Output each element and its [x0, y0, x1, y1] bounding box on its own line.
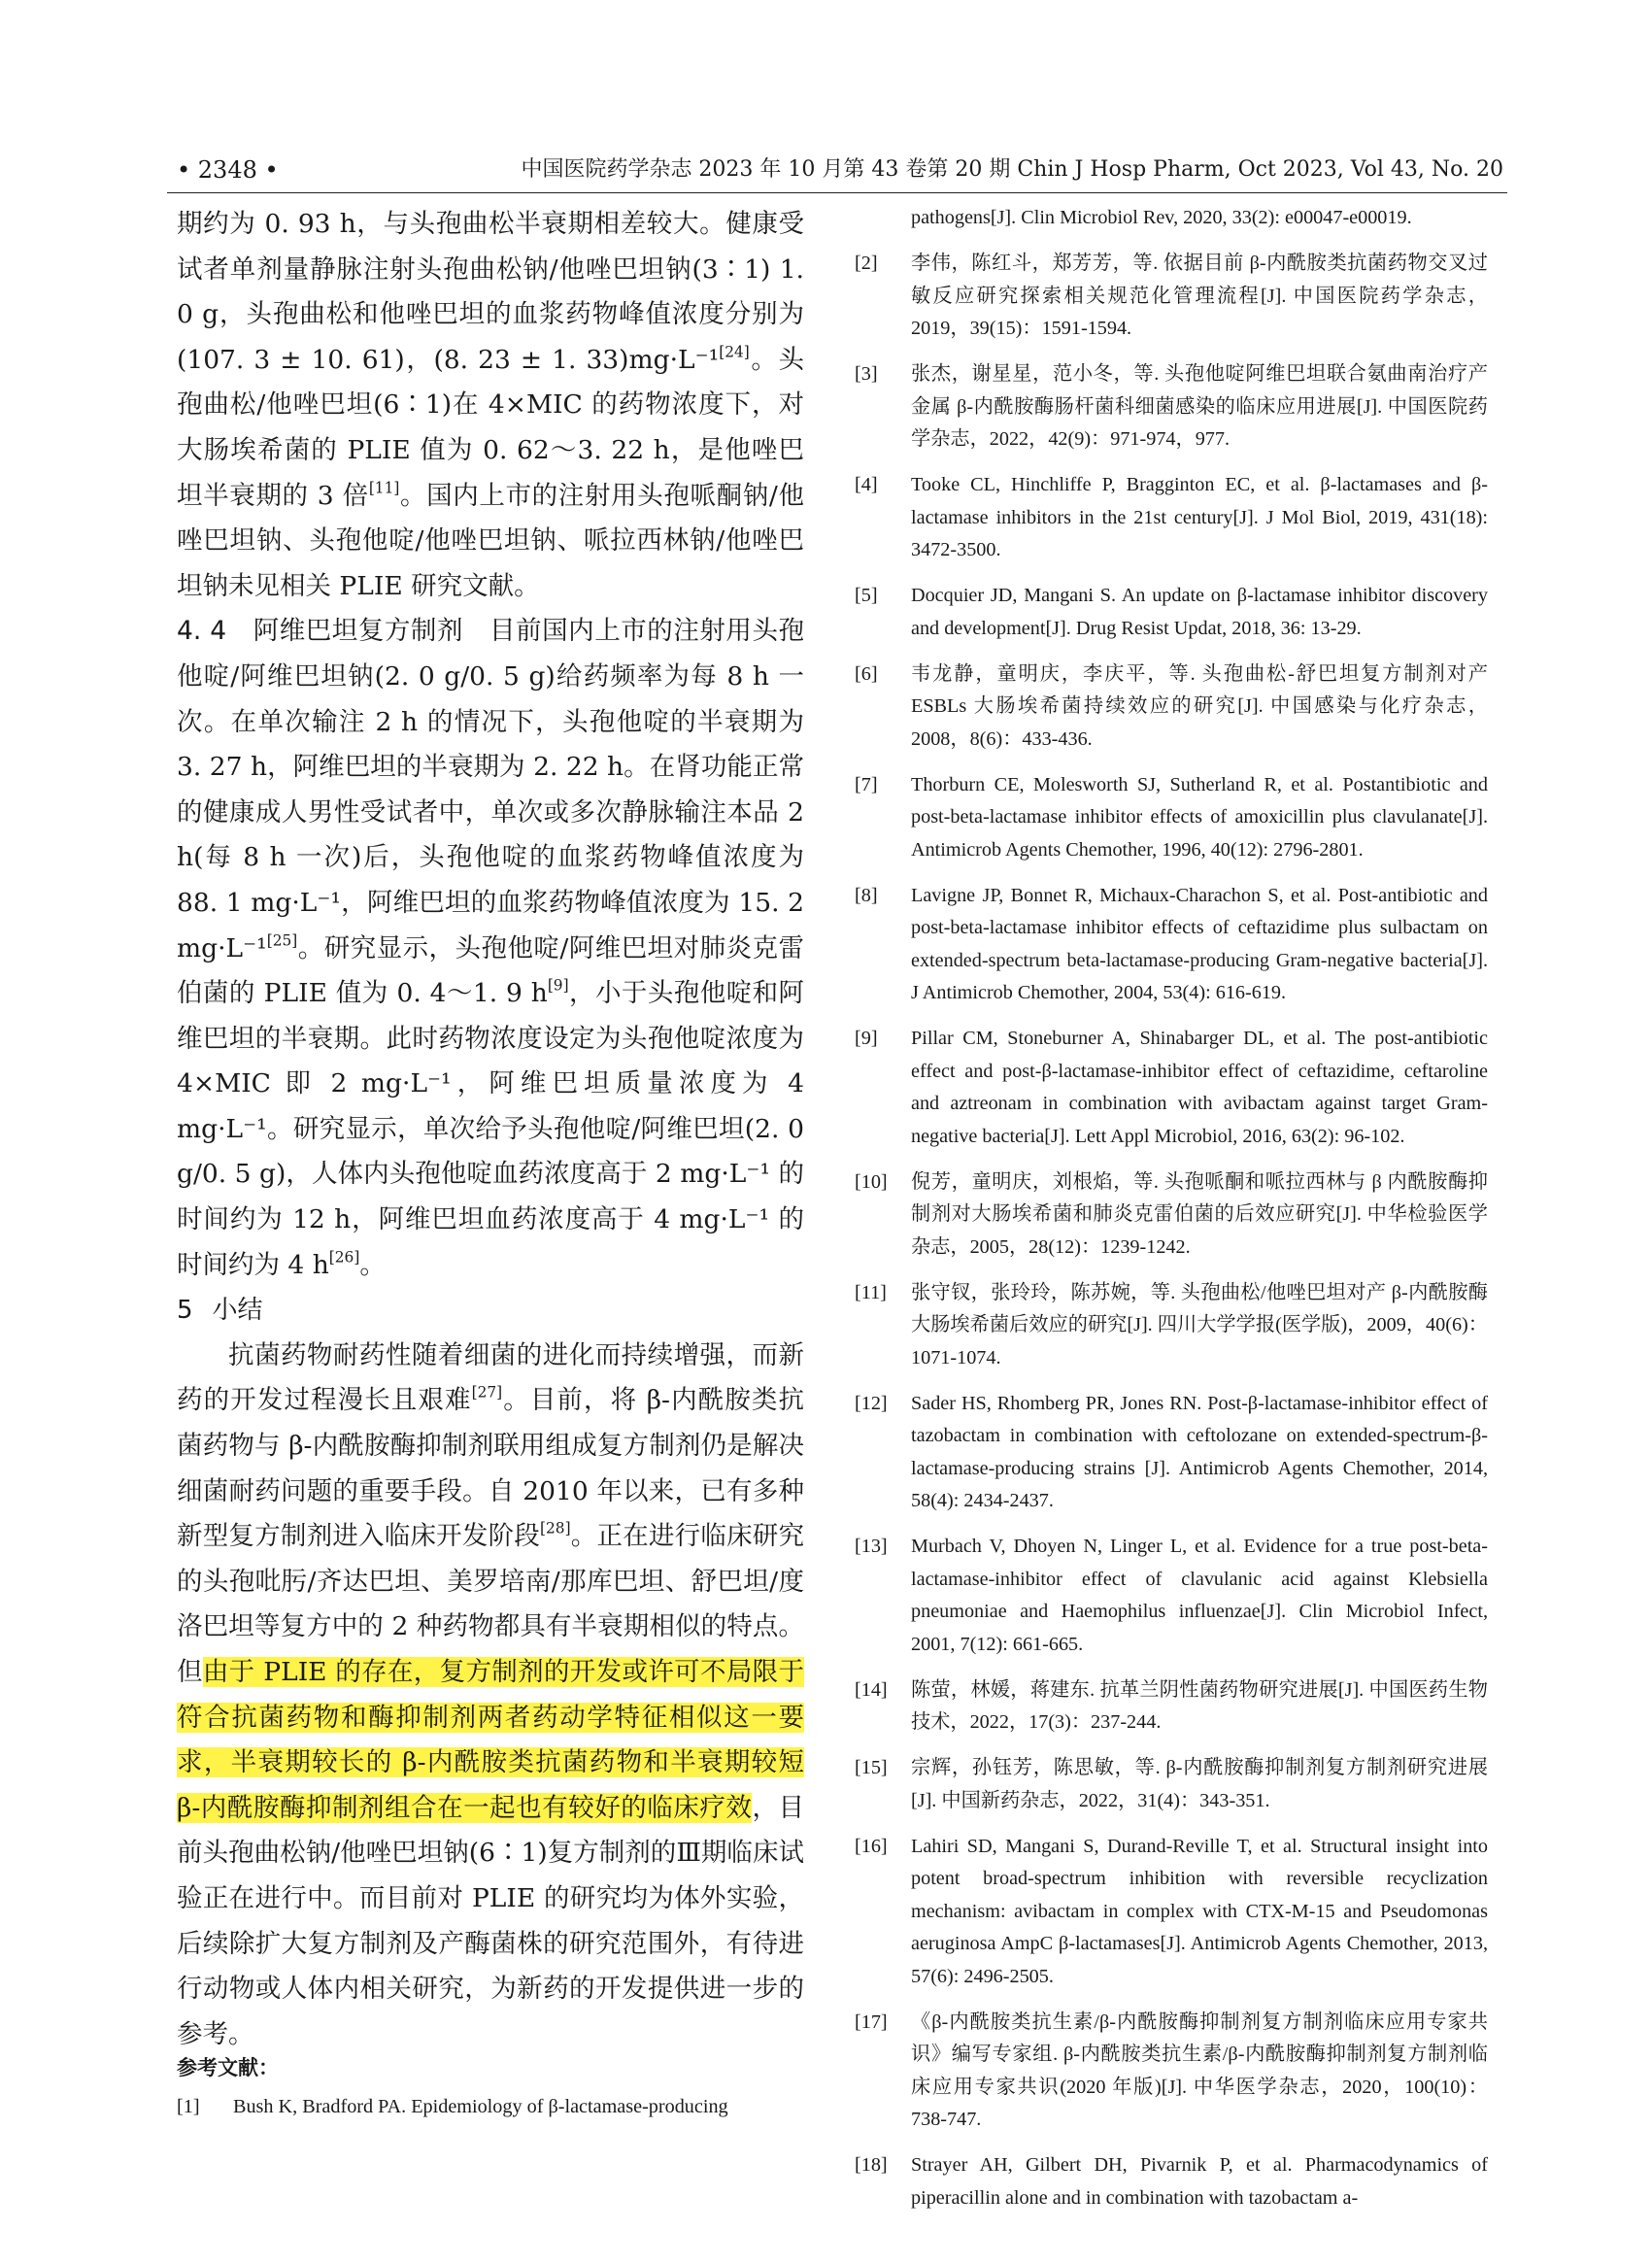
reference-number: [13] — [855, 1536, 888, 1557]
reference-number: [10] — [855, 1170, 888, 1193]
paragraph-avibactam: 4. 4 阿维巴坦复方制剂 目前国内上市的注射用头孢他啶/阿维巴坦钠(2. 0 g/0. 5 g)给药频率为每 8 h 一次。在单次输注 2 h 的情况下，头孢他啶的半衰期为 3. 27 h，阿维巴坦的半衰期为 2. 22 h。在肾功能正常的健康成人男性受试者中，单次或多次静脉输注本品 2 h(每 8 h 一次)后，头孢他啶的血浆药物峰值浓度为 88. 1 mg·L⁻¹，阿维巴坦的血浆药物峰值浓度为 15. 2 mg·L⁻¹[25]。研究显示，头孢他啶/阿维巴坦对肺炎克雷伯菌的 PLIE 值为 0. 4～1. 9 h[9]，小于头孢他啶和阿维巴坦的半衰期。此时药物浓度设定为头孢他啶浓度为 4×MIC 即 2 mg·L⁻¹，阿维巴坦质量浓度为 4 mg·L⁻¹。研究显示，单次给予头孢他啶/阿维巴坦(2. 0 g/0. 5 g)，人体内头孢他啶血药浓度高于 2 mg·L⁻¹ 的时间约为 12 h，阿维巴坦血药浓度高于 4 mg·L⁻¹ 的时间约为 4 h[26]。 — [177, 616, 805, 1280]
reference-item — [855, 1531, 1488, 1661]
citation: [9] — [547, 976, 569, 995]
reference-text: 《β-内酰胺类抗生素/β-内酰胺酶抑制剂复方制剂临床应用专家共识》编写专家组. β-内酰胺类抗生素/β-内酰胺酶抑制剂复方制剂临床应用专家共识(2020 年版)[J]. 中华医学杂志，2020，100(10)：738-747. — [911, 2011, 1488, 2130]
reference-number: [5] — [855, 585, 878, 606]
highlighted-text[interactable]: 由于 PLIE 的存在，复方制剂的开发或许可不局限于符合抗菌药物和酶抑制剂两者药动学特征相似这一要求，半衰期较长的 β-内酰胺类抗菌药物和半衰期较短 β-内酰胺酶抑制剂组合在一起也有较好的临床疗效 — [177, 1657, 805, 1823]
reference-item — [855, 769, 1488, 867]
reference-item — [855, 248, 1488, 346]
reference-item — [855, 1277, 1488, 1375]
journal-running-title: 中国医院药学杂志 2023 年 10 月第 43 卷第 20 期 Chin J Hosp Pharm, Oct 2023, Vol 43, No. 20 — [521, 157, 1503, 182]
reference-item — [855, 659, 1488, 757]
paragraph-summary: 抗菌药物耐药性随着细菌的进化而持续增强，而新药的开发过程漫长且艰难[27]。目前，将 β-内酰胺类抗菌药物与 β-内酰胺酶抑制剂联用组成复方制剂仍是解决细菌耐药问题的重要手段。自 2010 年以来，已有多种新型复方制剂进入临床开发阶段[28]。正在进行临床研究的头孢吡肟/齐达巴坦、美罗培南/那库巴坦、舒巴坦/度洛巴坦等复方中的 2 种药物都具有半衰期相似的特点。但由于 PLIE 的存在，复方制剂的开发或许可不局限于符合抗菌药物和酶抑制剂两者药动学特征相似这一要求，半衰期较长的 β-内酰胺类抗菌药物和半衰期较短 β-内酰胺酶抑制剂组合在一起也有较好的临床疗效，目前头孢曲松钠/他唑巴坦钠(6∶1)复方制剂的Ⅲ期临床试验正在进行中。而目前对 PLIE 的研究均为体外实验，后续除扩大复方制剂及产酶菌株的研究范围外，有待进行动物或人体内相关研究，为新药的开发提供进一步的参考。 — [177, 1339, 805, 2049]
reference-number: [15] — [855, 1757, 888, 1778]
reference-continuation: pathogens[J]. Clin Microbiol Rev, 2020, 33(2): e00047-e00019. — [911, 207, 1412, 228]
reference-text: Thorburn CE, Molesworth SJ, Sutherland R, et al. Postantibiotic and post-beta-lactamase inhibitor effects of amoxicillin plus clavulanate[J]. Antimicrob Agents Chemother, 1996, 40(12): 2796-2801. — [911, 773, 1488, 861]
page-header — [167, 153, 1507, 193]
reference-item — [855, 2007, 1488, 2137]
reference-text: 陈萤，林媛，蒋建东. 抗革兰阴性菌药物研究进展[J]. 中国医药生物技术，2022，17(3)：237-244. — [911, 1678, 1488, 1733]
reference-text: Docquier JD, Mangani S. An update on β-lactamase inhibitor discovery and development[J]. Drug Resist Updat, 2018, 36: 13-29. — [911, 585, 1488, 639]
reference-number: [9] — [855, 1028, 878, 1049]
reference-text: Bush K, Bradford PA. Epidemiology of β-lactamase-producing — [233, 2096, 728, 2117]
reference-item — [855, 1023, 1488, 1153]
reference-text: 李伟，陈红斗，郑芳芳，等. 依据目前 β-内酰胺类抗菌药物交叉过敏反应研究探索相关规范化管理流程[J]. 中国医院药学杂志，2019，39(15)：1591-1594. — [911, 253, 1488, 339]
page-number: • 2348 • — [177, 156, 279, 184]
left-column — [177, 202, 804, 2057]
reference-number: [16] — [855, 1835, 888, 1857]
reference-text: 宗辉，孙钰芳，陈思敏，等. β-内酰胺酶抑制剂复方制剂研究进展[J]. 中国新药杂志，2022，31(4)：343-351. — [911, 1757, 1488, 1811]
reference-item — [177, 2091, 808, 2124]
references-heading: 参考文献： — [177, 2056, 279, 2079]
reference-item — [855, 1752, 1488, 1817]
reference-text: 倪芳，童明庆，刘根焰，等. 头孢哌酮和哌拉西林与 β 内酰胺酶抑制剂对大肠埃希菌和肺炎克雷伯菌的后效应研究[J]. 中华检验医学杂志，2005，28(12)：1239-1242. — [911, 1170, 1488, 1258]
reference-number: [14] — [855, 1678, 888, 1701]
citation: [24] — [719, 343, 750, 361]
subsection-title: 4. 4 阿维巴坦复方制剂 — [177, 616, 464, 647]
reference-number: [4] — [855, 474, 878, 495]
reference-text: 张杰，谢星星，范小冬，等. 头孢他啶阿维巴坦联合氨曲南治疗产金属 β-内酰胺酶肠杆菌科细菌感染的临床应用进展[J]. 中国医院药学杂志，2022，42(9)：971-974，977. — [911, 363, 1488, 450]
reference-number: [2] — [855, 253, 878, 274]
citation: [11] — [368, 479, 400, 497]
reference-text: Lahiri SD, Mangani S, Durand-Reville T, et al. Structural insight into potent broad-spectrum inhibition with reversible recyclization mechanism: avibactam in complex with CTX-M-15 and Pseudomonas aeruginosa AmpC β-lactamases[J]. Antimicrob Agents Chemother, 2013, 57(6): 2496-2505. — [911, 1835, 1488, 1987]
reference-number: [11] — [855, 1281, 887, 1303]
paragraph-ceftriaxone-tazobactam: 期约为 0. 93 h，与头孢曲松半衰期相差较大。健康受试者单剂量静脉注射头孢曲松钠/他唑巴坦钠(3∶1) 1. 0 g，头孢曲松和他唑巴坦的血浆药物峰值浓度分别为(107. 3 ± 10. 61)，(8. 23 ± 1. 33)mg·L⁻¹[24]。头孢曲松/他唑巴坦(6∶1)在 4×MIC 的药物浓度下，对大肠埃希菌的 PLIE 值为 0. 62～3. 22 h，是他唑巴坦半衰期的 3 倍[11]。国内上市的注射用头孢哌酮钠/他唑巴坦钠、头孢他啶/他唑巴坦钠、哌拉西林钠/他唑巴坦钠未见相关 PLIE 研究文献。 — [177, 209, 804, 601]
reference-text: 韦龙静，童明庆，李庆平，等. 头孢曲松-舒巴坦复方制剂对产 ESBLs 大肠埃希菌持续效应的研究[J]. 中国感染与化疗杂志，2008，8(6)：433-436. — [911, 662, 1488, 750]
reference-number: [17] — [855, 2011, 888, 2033]
reference-text: Strayer AH, Gilbert DH, Pivarnik P, et al. Pharmacodynamics of piperacillin alone and in combination with tazobactam a- — [911, 2154, 1488, 2209]
citation: [25] — [266, 930, 298, 949]
citation: [26] — [328, 1248, 360, 1267]
reference-text: Lavigne JP, Bonnet R, Michaux-Charachon S, et al. Post-antibiotic and post-beta-lactamase inhibitor effects of ceftazidime plus sulbactam on extended-spectrum beta-lactamase-producing Gram-negative bacteria[J]. J Antimicrob Chemother, 2004, 53(4): 616-619. — [911, 884, 1488, 1003]
reference-number: [1] — [177, 2096, 200, 2117]
reference-item — [855, 580, 1488, 645]
reference-number: [3] — [855, 363, 878, 385]
reference-item — [855, 469, 1488, 567]
section-title: 5 小结 — [177, 1296, 263, 1326]
reference-number: [8] — [855, 884, 878, 906]
citation: [28] — [540, 1519, 571, 1537]
reference-number: [7] — [855, 773, 878, 795]
reference-text: Tooke CL, Hinchliffe P, Bragginton EC, et al. β-lactamases and β-lactamase inhibitors in the 21st century[J]. J Mol Biol, 2019, 431(18): 3472-3500. — [911, 474, 1488, 560]
reference-text: Pillar CM, Stoneburner A, Shinabarger DL, et al. The post-antibiotic effect and post-β-lactamase-inhibitor effect of ceftazidime, ceftaroline and aztreonam in combination with avibactam against target Gram-negative bacteria[J]. Lett Appl Microbiol, 2016, 63(2): 96-102. — [911, 1028, 1488, 1147]
reference-number: [12] — [855, 1392, 888, 1414]
reference-item — [855, 358, 1488, 456]
reference-text: Murbach V, Dhoyen N, Linger L, et al. Evidence for a true post-beta-lactamase-inhibitor effect of clavulanic acid against Klebsiella pneumoniae and Haemophilus influenzae[J]. Clin Microbiol Infect, 2001, 7(12): 661-665. — [911, 1536, 1488, 1655]
right-column-references — [855, 202, 1488, 2228]
reference-item — [855, 2149, 1488, 2214]
reference-text: 张守钗，张玲玲，陈苏婉，等. 头孢曲松/他唑巴坦对产 β-内酰胺酶大肠埃希菌后效应的研究[J]. 四川大学学报(医学版)，2009，40(6)：1071-1074. — [911, 1281, 1488, 1369]
reference-item — [855, 1674, 1488, 1740]
reference-item — [855, 1166, 1488, 1265]
reference-item — [855, 1388, 1488, 1518]
reference-text: Sader HS, Rhomberg PR, Jones RN. Post-β-lactamase-inhibitor effect of tazobactam in combination with ceftolozane on extended-spectrum-β-lactamase-producing strains [J]. Antimicrob Agents Chemother, 2014, 58(4): 2434-2437. — [911, 1392, 1488, 1511]
citation: [27] — [471, 1383, 503, 1402]
reference-number: [6] — [855, 662, 878, 685]
reference-item — [855, 1831, 1488, 1994]
reference-item — [855, 880, 1488, 1010]
reference-number: [18] — [855, 2154, 888, 2176]
